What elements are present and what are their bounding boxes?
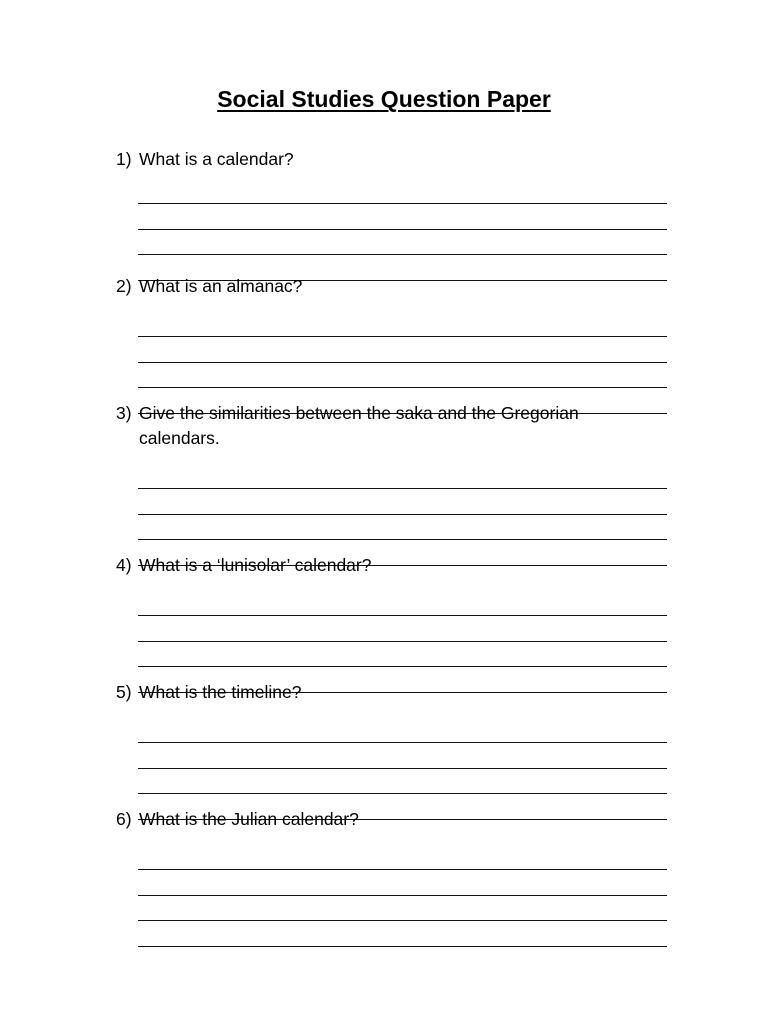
question-2 bbox=[116, 274, 676, 414]
answer-line bbox=[138, 895, 667, 896]
answer-line bbox=[138, 362, 667, 363]
answer-lines bbox=[138, 462, 667, 566]
answer-line bbox=[138, 869, 667, 870]
question-1 bbox=[116, 147, 676, 281]
answer-lines bbox=[138, 310, 667, 414]
question-text-row bbox=[116, 680, 676, 705]
question-text: What is the timeline? bbox=[139, 682, 302, 702]
question-text: What is an almanac? bbox=[139, 276, 303, 296]
answer-line bbox=[138, 793, 667, 794]
answer-line bbox=[138, 920, 667, 921]
answer-line bbox=[138, 229, 667, 230]
question-text-row bbox=[116, 274, 676, 299]
answer-line bbox=[138, 514, 667, 515]
question-text: What is the Julian calendar? bbox=[139, 809, 359, 829]
answer-line bbox=[138, 768, 667, 769]
question-text-row bbox=[116, 147, 676, 172]
question-text-row bbox=[116, 807, 676, 832]
answer-line bbox=[138, 387, 667, 388]
answer-line bbox=[138, 203, 667, 204]
question-5 bbox=[116, 680, 676, 820]
question-6 bbox=[116, 807, 676, 947]
answer-lines bbox=[138, 716, 667, 820]
question-text-row bbox=[116, 553, 676, 578]
answer-line bbox=[138, 254, 667, 255]
answer-line bbox=[138, 946, 667, 947]
question-number: 3) bbox=[116, 403, 132, 423]
page-title: Social Studies Question Paper bbox=[217, 86, 551, 112]
question-text: What is a ‘lunisolar’ calendar? bbox=[139, 555, 372, 575]
answer-line bbox=[138, 539, 667, 540]
question-4 bbox=[116, 553, 676, 693]
question-3 bbox=[116, 401, 676, 566]
question-text: What is a calendar? bbox=[139, 149, 294, 169]
question-text-row bbox=[116, 401, 676, 451]
question-number: 4) bbox=[116, 555, 132, 575]
answer-lines bbox=[138, 177, 667, 281]
answer-line bbox=[138, 666, 667, 667]
answer-line bbox=[138, 742, 667, 743]
answer-line bbox=[138, 615, 667, 616]
answer-lines bbox=[138, 843, 667, 947]
question-number: 6) bbox=[116, 809, 132, 829]
answer-line bbox=[138, 336, 667, 337]
question-text: Give the similarities between the saka and the Gregorian calendars. bbox=[139, 403, 579, 448]
answer-line bbox=[138, 641, 667, 642]
answer-line bbox=[138, 488, 667, 489]
question-number: 1) bbox=[116, 149, 132, 169]
answer-lines bbox=[138, 589, 667, 693]
question-number: 2) bbox=[116, 276, 132, 296]
question-number: 5) bbox=[116, 682, 132, 702]
